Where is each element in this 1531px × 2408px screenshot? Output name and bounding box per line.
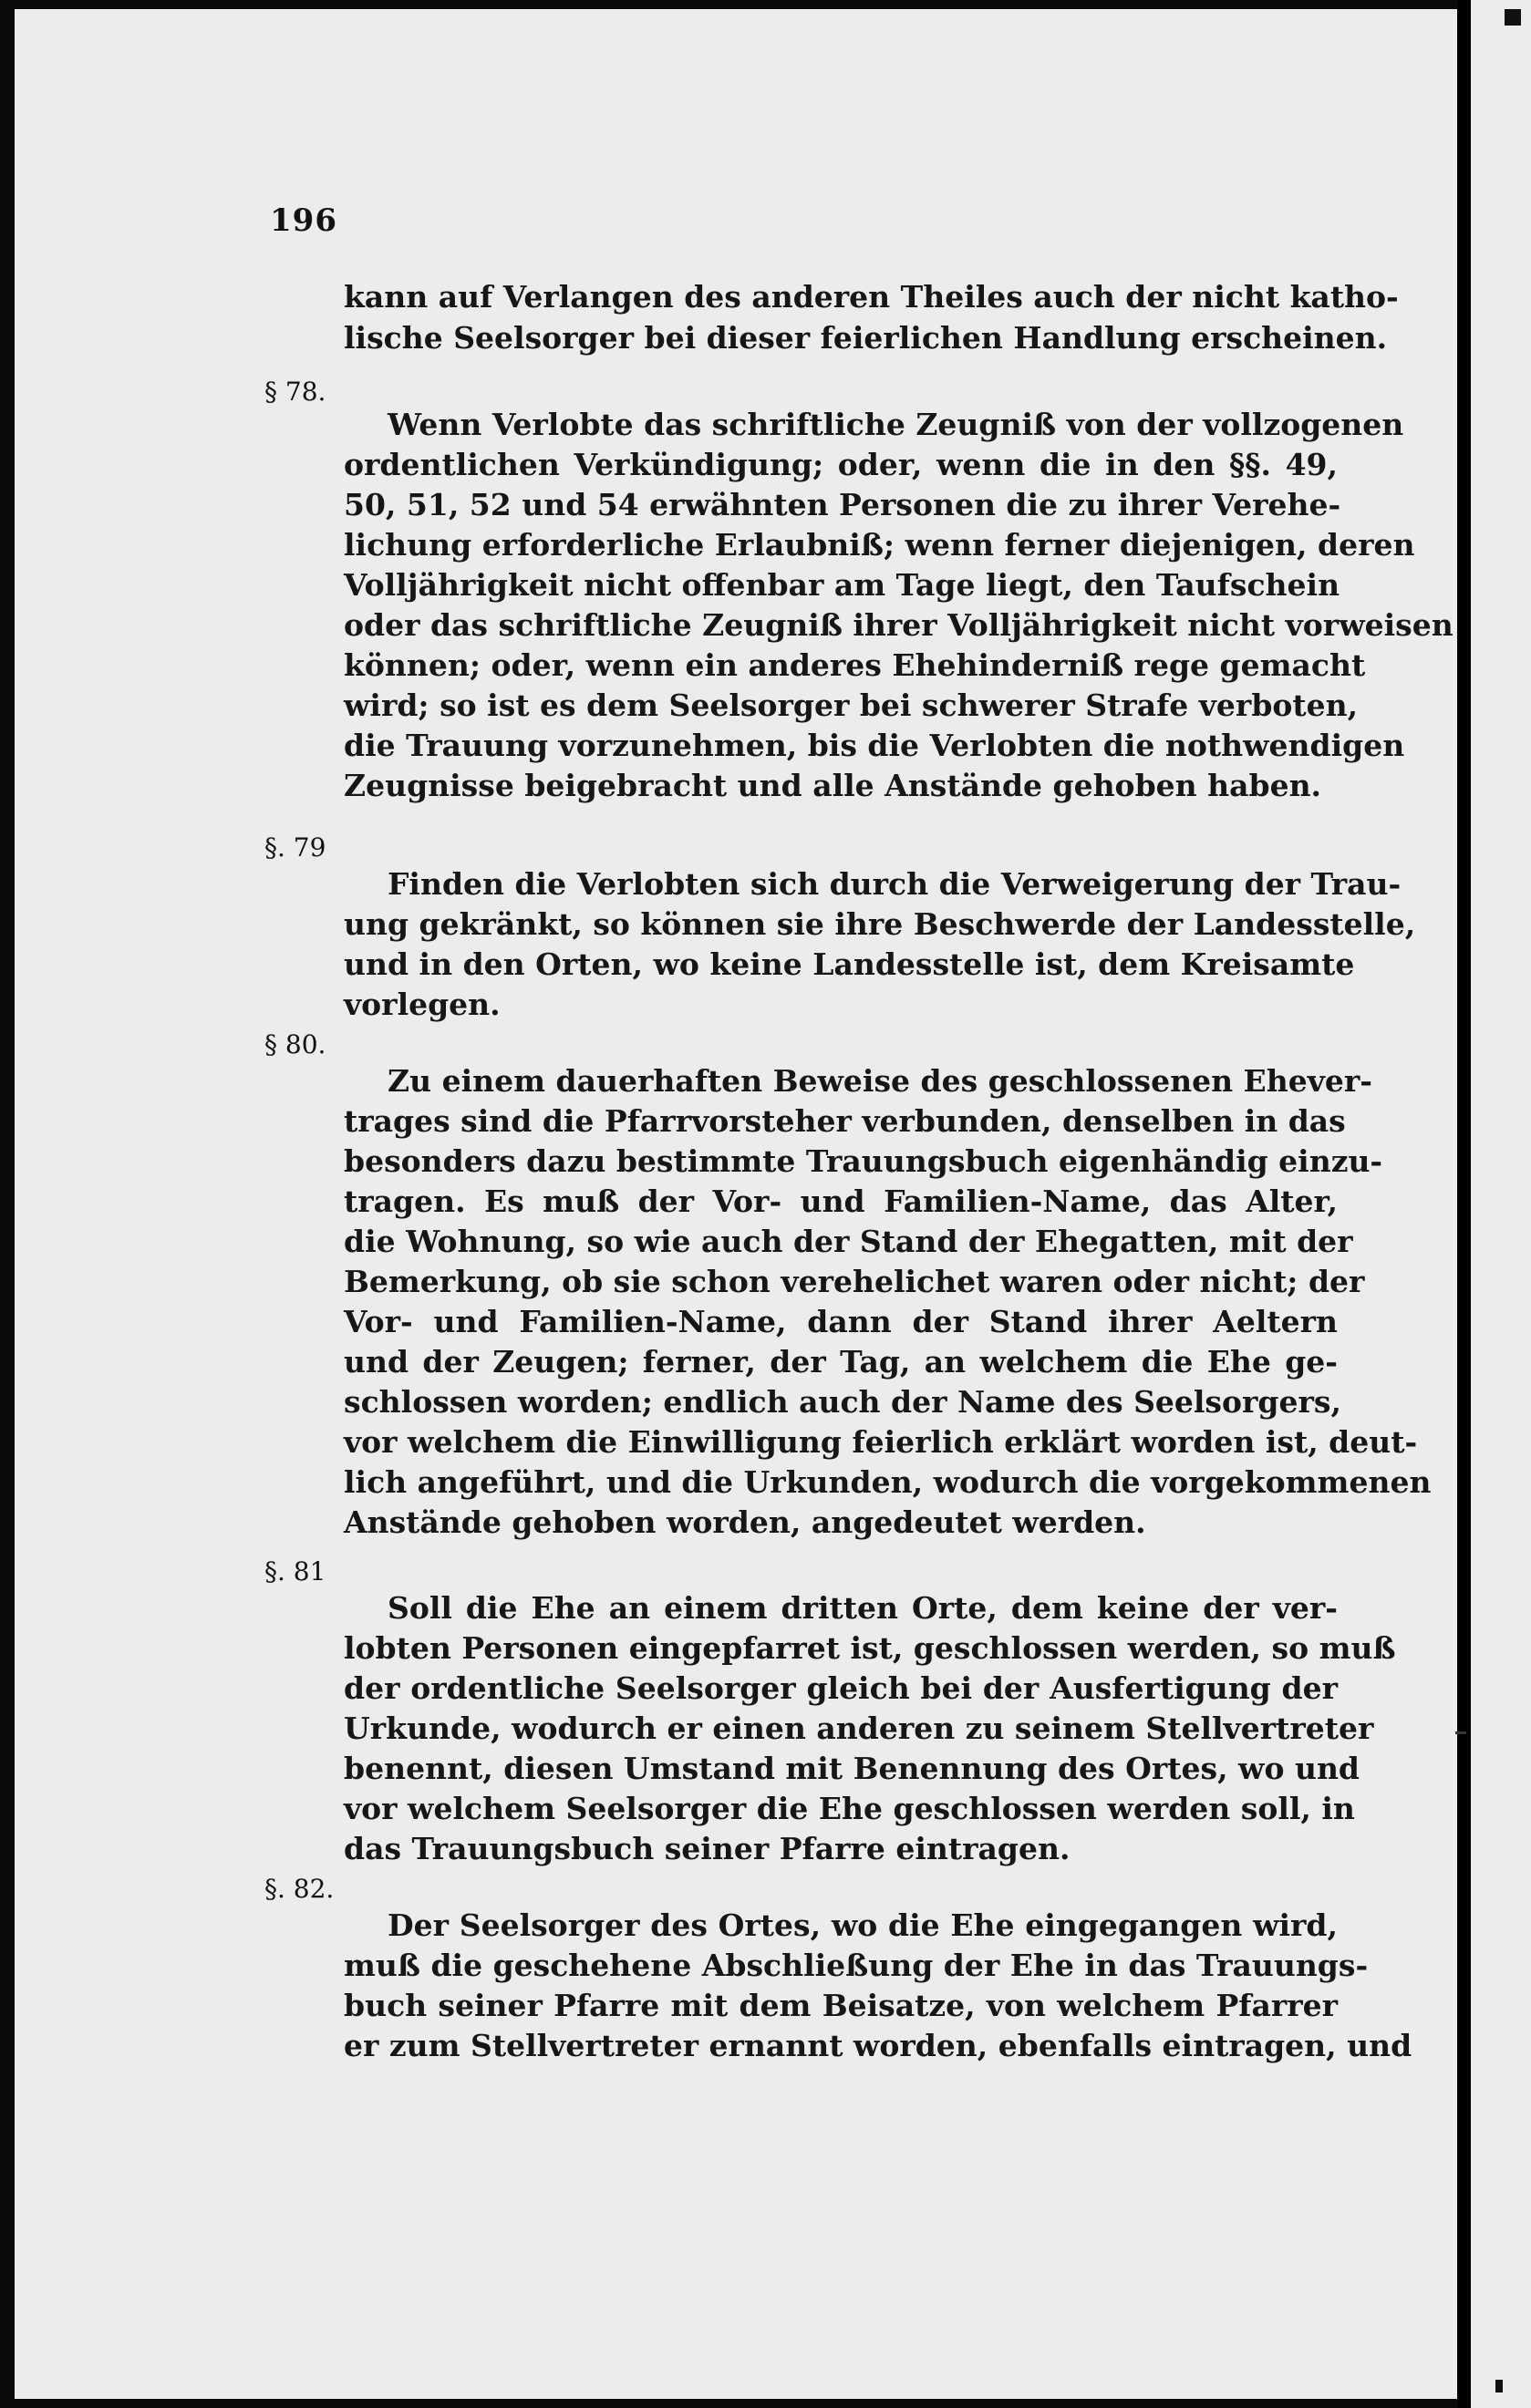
page-gutter — [1457, 0, 1471, 2408]
text-line: wird; so ist es dem Seelsorger bei schwerer Strafe verboten, — [344, 687, 1359, 723]
text-line: lich angeführt, und die Urkunden, wodurch die vorgekommenen — [344, 1464, 1432, 1500]
section-number: §. 82. — [264, 1874, 335, 1904]
page-number: 196 — [270, 202, 337, 239]
text-line: tragen. Es muß der Vor- und Familien-Name, das Alter, — [344, 1183, 1338, 1219]
text-line: Wenn Verlobte das schriftliche Zeugniß von der vollzogenen — [388, 407, 1404, 442]
section-number: §. 81 — [264, 1556, 326, 1586]
text-line: oder das schriftliche Zeugniß ihrer Volljährigkeit nicht vorweisen — [344, 607, 1453, 643]
text-line: Finden die Verlobten sich durch die Verweigerung der Trau- — [388, 866, 1402, 902]
margin-dash-mark — [1455, 1731, 1466, 1734]
text-line: und der Zeugen; ferner, der Tag, an welchem die Ehe ge- — [344, 1344, 1338, 1380]
text-line: schlossen worden; endlich auch der Name des Seelsorgers, — [344, 1384, 1341, 1420]
text-line: Der Seelsorger des Ortes, wo die Ehe eingegangen wird, — [388, 1907, 1338, 1943]
text-line: Bemerkung, ob sie schon verehelichet waren oder nicht; der — [344, 1264, 1365, 1299]
text-line: das Trauungsbuch seiner Pfarre eintragen. — [344, 1831, 1071, 1866]
text-line: er zum Stellvertreter ernannt worden, ebenfalls eintragen, und — [344, 2028, 1412, 2063]
text-line: lichung erforderliche Erlaubniß; wenn ferner diejenigen, deren — [344, 527, 1415, 563]
text-line: Zu einem dauerhaften Beweise des geschlossenen Ehever- — [388, 1063, 1372, 1099]
text-line: muß die geschehene Abschließung der Ehe in das Trauungs- — [344, 1948, 1369, 1983]
text-line: kann auf Verlangen des anderen Theiles auch der nicht katho- — [344, 279, 1399, 315]
text-line: Zeugnisse beigebracht und alle Anstände gehoben haben. — [344, 768, 1322, 803]
text-line: Volljährigkeit nicht offenbar am Tage liegt, den Taufschein — [344, 567, 1340, 603]
section-number: § 80. — [264, 1029, 326, 1059]
text-line: vor welchem Seelsorger die Ehe geschlossen werden soll, in — [344, 1791, 1355, 1826]
text-line: buch seiner Pfarre mit dem Beisatze, von welchem Pfarrer — [344, 1988, 1338, 2023]
text-line: die Trauung vorzunehmen, bis die Verlobten die nothwendigen — [344, 728, 1405, 763]
text-line: ung gekränkt, so können sie ihre Beschwerde der Landesstelle, — [344, 906, 1416, 942]
text-line: Urkunde, wodurch er einen anderen zu seinem Stellvertreter — [344, 1710, 1374, 1746]
corner-scan-mark — [1505, 9, 1521, 26]
section-number: §. 79 — [264, 832, 326, 863]
facing-page-edge — [1471, 0, 1531, 2408]
bottom-scan-mark — [1495, 2380, 1503, 2392]
section-number: § 78. — [264, 377, 326, 407]
text-line: der ordentliche Seelsorger gleich bei der Ausfertigung der — [344, 1670, 1338, 1706]
text-line: können; oder, wenn ein anderes Ehehinderniß rege gemacht — [344, 647, 1366, 683]
text-line: ordentlichen Verkündigung; oder, wenn die in den §§. 49, — [344, 447, 1338, 482]
text-line: lobten Personen eingepfarret ist, geschlossen werden, so muß — [344, 1630, 1396, 1666]
text-line: Vor- und Familien-Name, dann der Stand ihrer Aeltern — [344, 1304, 1338, 1339]
text-line: 50, 51, 52 und 54 erwähnten Personen die zu ihrer Verehe- — [344, 487, 1341, 522]
text-line: trages sind die Pfarrvorsteher verbunden, denselben in das — [344, 1103, 1346, 1139]
text-line: vorlegen. — [344, 987, 501, 1022]
text-line: die Wohnung, so wie auch der Stand der Ehegatten, mit der — [344, 1224, 1353, 1259]
text-line: lische Seelsorger bei dieser feierlichen Handlung erscheinen. — [344, 320, 1388, 356]
text-line: benennt, diesen Umstand mit Benennung des Ortes, wo und — [344, 1751, 1360, 1786]
text-line: Soll die Ehe an einem dritten Orte, dem keine der ver- — [388, 1590, 1338, 1626]
text-line: besonders dazu bestimmte Trauungsbuch eigenhändig einzu- — [344, 1143, 1383, 1179]
text-line: vor welchem die Einwilligung feierlich erklärt worden ist, deut- — [344, 1424, 1418, 1460]
text-line: Anstände gehoben worden, angedeutet werden. — [344, 1504, 1146, 1540]
text-line: und in den Orten, wo keine Landesstelle ist, dem Kreisamte — [344, 946, 1355, 982]
